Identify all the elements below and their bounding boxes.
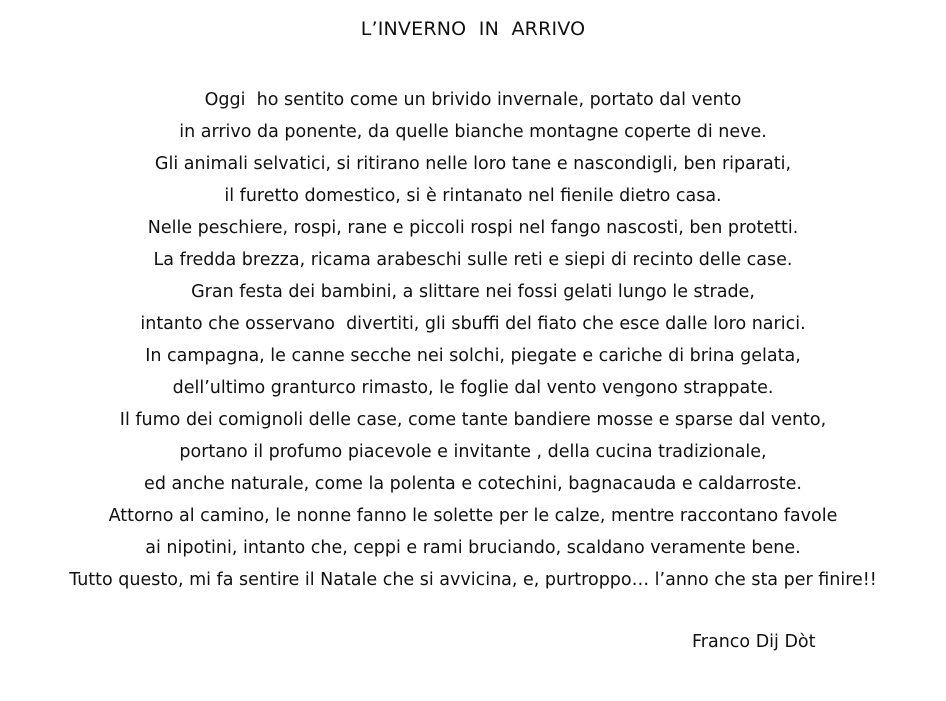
poem-title: L’INVERNO IN ARRIVO <box>360 18 586 40</box>
poem-line: Oggi ho sentito come un brivido invernale, portato dal vento <box>204 90 742 110</box>
poem-line: Gli animali selvatici, si ritirano nelle loro tane e nascondigli, ben riparati, <box>154 154 792 174</box>
poem-line: ai nipotini, intanto che, ceppi e rami bruciando, scaldano veramente bene. <box>145 538 801 558</box>
poem-line: dell’ultimo granturco rimasto, le foglie dal vento vengono strappate. <box>172 378 774 398</box>
poem-line: portano il profumo piacevole e invitante , della cucina tradizionale, <box>179 442 767 462</box>
poem-line: Attorno al camino, le nonne fanno le solette per le calze, mentre raccontano favole <box>108 506 838 526</box>
poem-line: Tutto questo, mi fa sentire il Natale che si avvicina, e, purtroppo… l’anno che sta per finire!! <box>69 570 877 590</box>
poem-line: Nelle peschiere, rospi, rane e piccoli rospi nel fango nascosti, ben protetti. <box>147 218 799 238</box>
poem-line: Gran festa dei bambini, a slittare nei fossi gelati lungo le strade, <box>191 282 755 302</box>
poem-line: In campagna, le canne secche nei solchi, piegate e cariche di brina gelata, <box>145 346 801 366</box>
author-signature: Franco Dij Dòt <box>692 632 816 652</box>
poem-body <box>0 86 946 598</box>
poem-line: Il fumo dei comignoli delle case, come tante bandiere mosse e sparse dal vento, <box>119 410 827 430</box>
poem-line: il furetto domestico, si è rintanato nel fienile dietro casa. <box>224 186 722 206</box>
poem-line: La fredda brezza, ricama arabeschi sulle reti e siepi di recinto delle case. <box>153 250 793 270</box>
poem-line: in arrivo da ponente, da quelle bianche montagne coperte di neve. <box>179 122 767 142</box>
poem-line: ed anche naturale, come la polenta e cotechini, bagnacauda e caldarroste. <box>144 474 802 494</box>
poem-line: intanto che osservano divertiti, gli sbuffi del fiato che esce dalle loro narici. <box>140 314 806 334</box>
